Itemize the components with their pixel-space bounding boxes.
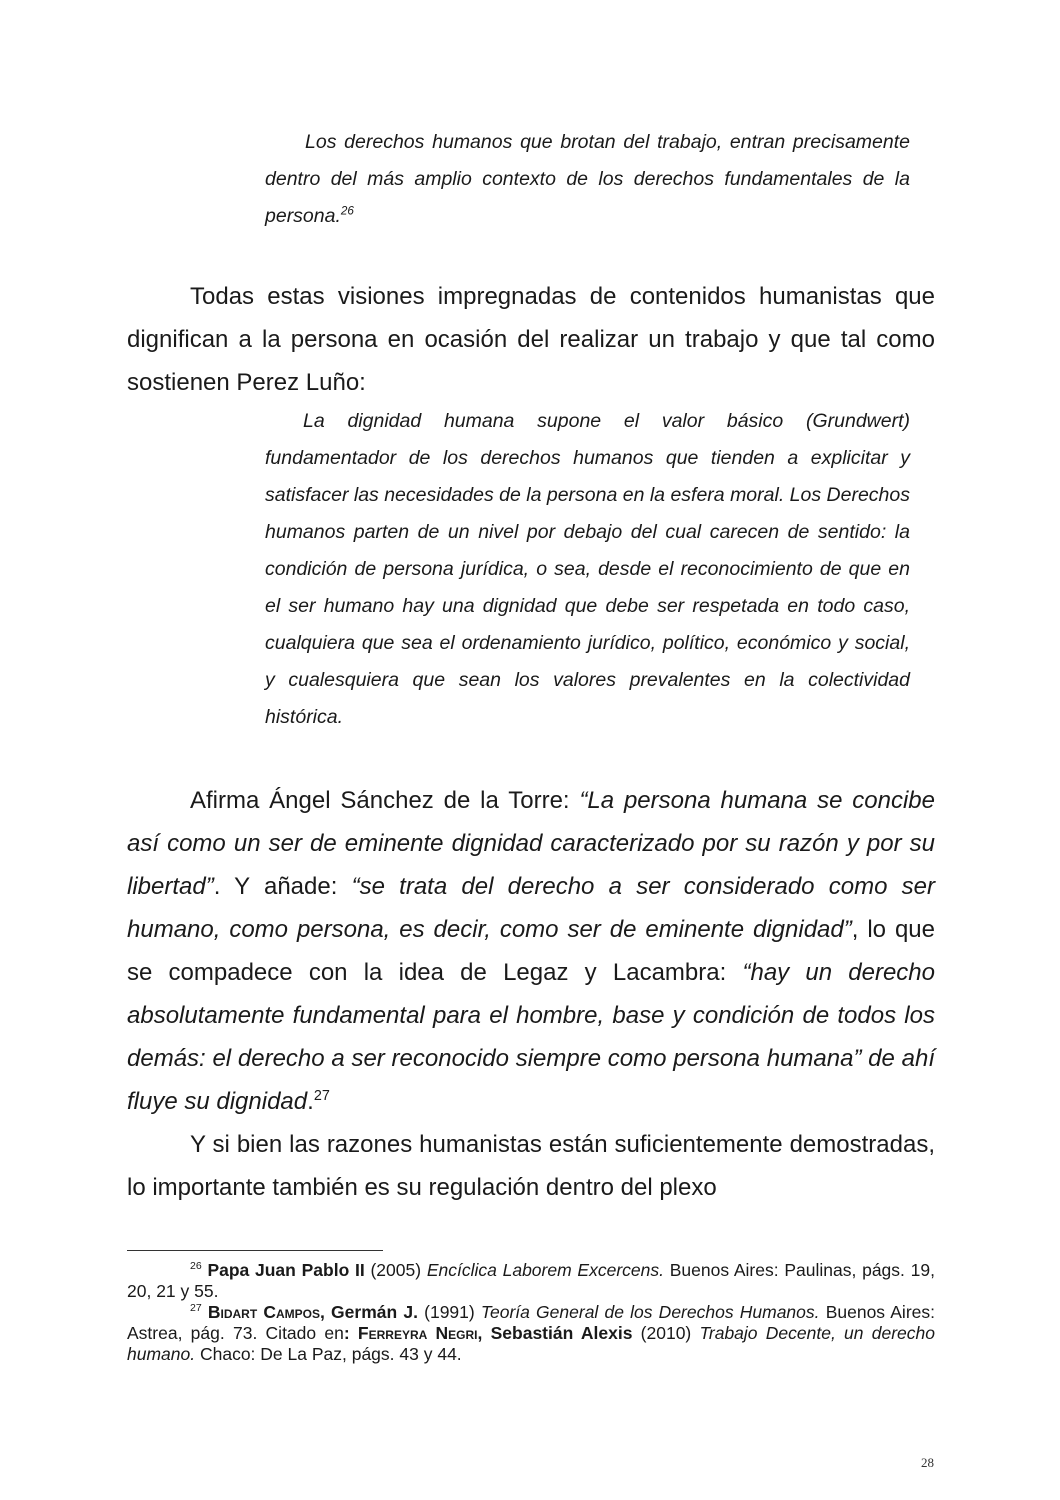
footnote-26-title: Encíclica Laborem Excercens.	[426, 1260, 664, 1280]
footnote-ref-26: 26	[340, 204, 354, 218]
block-quote-2	[265, 403, 910, 736]
paragraph-1-text: Todas estas visiones impregnadas de contenidos humanistas que dignifican a la persona en ocasión del realizar un trabajo y que tal como sostienen Perez Luño:	[127, 283, 935, 396]
footnote-26-rest: Buenos Aires: Paulinas, págs. 19, 20, 21 y 55.	[127, 1260, 935, 1301]
footnote-27-colon: :	[343, 1323, 358, 1343]
paragraph-2	[127, 779, 935, 1209]
footnote-26-year: (2005)	[364, 1260, 427, 1280]
p2-text-3: , lo que se compadece con la idea de Legaz y Lacambra:	[127, 916, 935, 986]
footnote-ref-27: 27	[313, 1088, 330, 1104]
p2-text-2: . Y añade:	[213, 873, 352, 900]
footnote-26-number: 26	[190, 1260, 202, 1273]
footnote-27-year2: (2010)	[632, 1323, 700, 1343]
footnote-27-year: (1991)	[417, 1302, 481, 1322]
footnote-27-title: Teoría General de los Derechos Humanos.	[480, 1302, 820, 1322]
block-quote-1	[265, 124, 910, 235]
footnote-separator	[127, 1250, 383, 1251]
quote-2-text: La dignidad humana supone el valor básico (Grundwert) fundamentador de los derechos humanos que tienden a explicitar y satisfacer las necesidades de la persona en la esfera moral. Los Derechos humanos parten de un nivel por debajo del cual carecen de sentido: la condición de persona jurídica, o sea, desde el reconocimiento de que en el ser humano hay una dignidad que debe ser respetada en todo caso, cualquiera que sea el ordenamiento jurídico, político, económico y social, y cualesquiera que sean los valores prevalentes en la colectividad histórica.	[265, 410, 910, 728]
footnote-27-mid: Buenos Aires: Astrea, pág. 73. Citado en	[127, 1302, 935, 1343]
paragraph-1	[127, 275, 935, 404]
footnote-27-title2: Trabajo Decente, un derecho humano.	[127, 1323, 936, 1364]
paragraph-3-text: Y si bien las razones humanistas están suficientemente demostradas, lo importante también es su regulación dentro del plexo	[127, 1131, 935, 1201]
footnote-27-author-name: Germán J.	[324, 1302, 418, 1322]
footnote-27-number: 27	[190, 1302, 202, 1315]
footnote-27-author-surname: Bidart Campos,	[207, 1302, 325, 1322]
p2-quote-sanchez-2: “se trata del derecho a ser considerado como ser humano, como persona, es decir, como ser de eminente dignidad”	[127, 873, 936, 943]
p2-quote-sanchez: “La persona humana se concibe así como un ser de eminente dignidad caracterizado por su razón y por su libertad”	[127, 787, 936, 900]
quote-1-text: Los derechos humanos que brotan del trabajo, entran precisamente dentro del más amplio contexto de los derechos fundamentales de la persona.	[265, 131, 910, 227]
footnote-26-author: Papa Juan Pablo II	[207, 1260, 365, 1280]
footnote-27-author2-name: Sebastián Alexis	[482, 1323, 633, 1343]
footnote-27-author2-surname: Ferreyra Negri,	[357, 1323, 483, 1343]
footnote-27-rest: Chaco: De La Paz, págs. 43 y 44.	[195, 1344, 462, 1364]
footnote-27	[127, 1302, 935, 1365]
p2-text-1: Afirma Ángel Sánchez de la Torre:	[190, 787, 580, 814]
p2-text-4: .	[307, 1088, 314, 1115]
p2-quote-legaz: “hay un derecho absolutamente fundamental para el hombre, base y condición de todos los demás: el derecho a ser reconocido siempre como persona humana” de ahí fluye su dignidad	[127, 959, 936, 1115]
footnote-26	[127, 1260, 935, 1302]
page-number: 28	[921, 1455, 934, 1470]
footnotes	[127, 1260, 935, 1365]
